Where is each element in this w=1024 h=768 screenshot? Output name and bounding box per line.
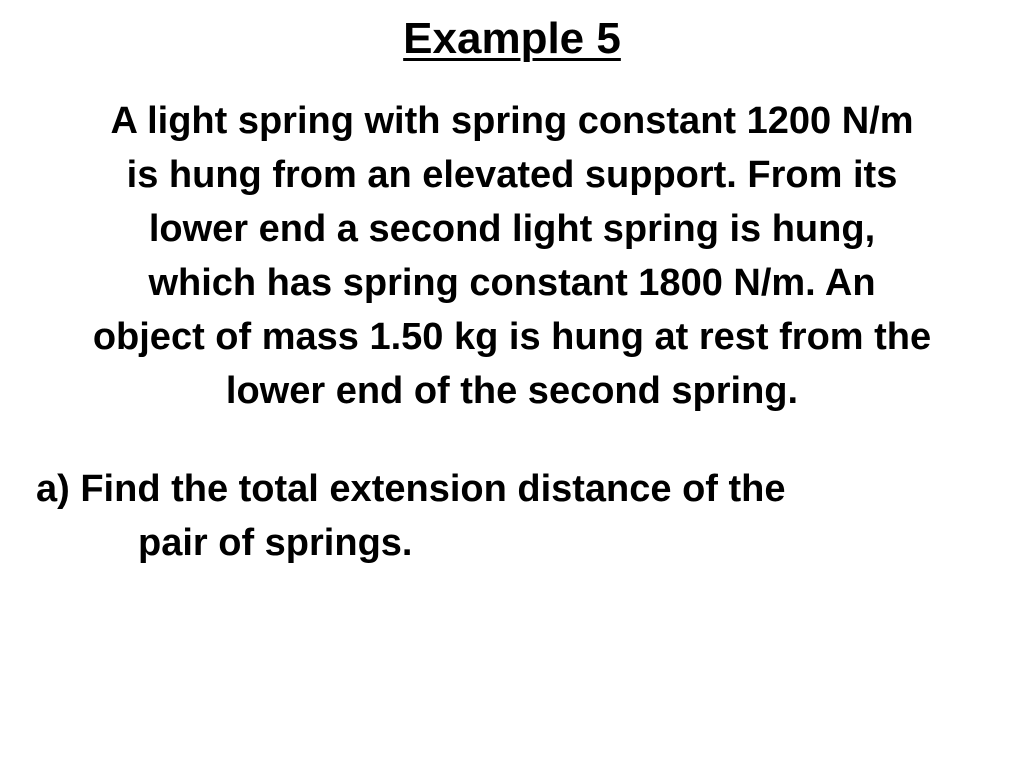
problem-line: A light spring with spring constant 1200 N/m [110,100,914,142]
slide-title-text: Example 5 [403,14,621,63]
question-a [0,462,1024,570]
slide-title [0,12,1024,66]
problem-line: lower end a second light spring is hung, [148,208,876,250]
question-line: a) Find the total extension distance of the [36,468,786,510]
problem-line: which has spring constant 1800 N/m. An [148,262,876,304]
problem-statement [0,94,1024,418]
problem-line: is hung from an elevated support. From its [126,154,898,196]
problem-line: object of mass 1.50 kg is hung at rest from the [92,316,932,358]
problem-line: lower end of the second spring. [225,370,799,412]
question-line: pair of springs. [138,522,413,564]
